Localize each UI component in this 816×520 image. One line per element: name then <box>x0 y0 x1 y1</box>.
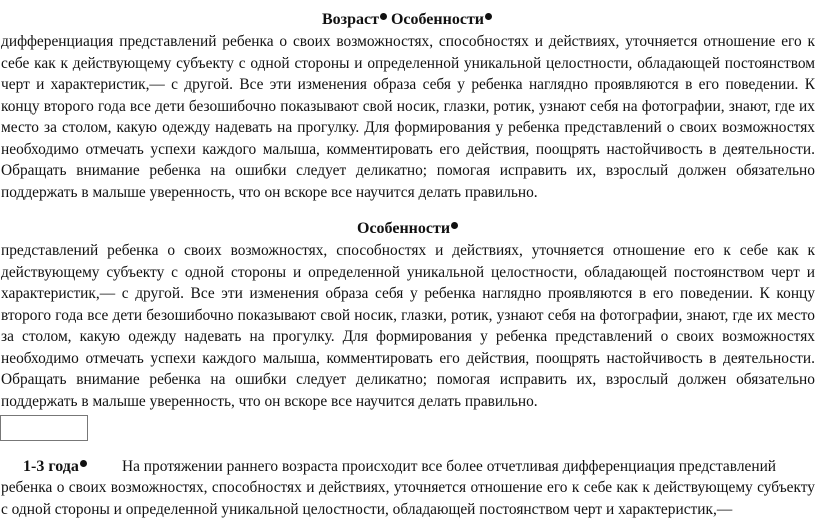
age-range-text: 1-3 года <box>23 458 79 475</box>
section2-paragraph: представлений ребенка о своих возможностях, способностях и действиях, уточняется отношение его к себе как к действующему субъекту с одной стороны и определенной уникальной целостности, обладающей постоянством черт и характеристик,— с другой. Все эти изменения образа себя у ребенка наглядно проявляются в его поведении. К концу второго года все дети безошибочно показывают свой носик, глазки, ротик, узнают себя на фотографии, знают, где их место за столом, какую одежду надевать на прогулку. Для формирования у ребенка представлений о своих возможностях необходимо отмечать успехи каждого малыша, комментировать его действия, поощрять настойчивость в деятельности. Обращать внимание ребенка на ошибки следует деликатно; помогая исправить их, взрослый должен обязательно поддержать в малыше уверенность, что он вскоре все научится делать правильно. <box>1 242 815 410</box>
section3-first-line: На протяжении раннего возраста происходит все более отчетливая дифференциация представлений <box>122 458 777 475</box>
section1-heading <box>322 10 492 30</box>
features-column-heading: Особенности <box>390 11 485 28</box>
bullet-icon <box>485 13 492 20</box>
age-column-heading: Возраст <box>322 11 379 28</box>
features-heading: Особенности <box>357 220 451 237</box>
empty-table-cell <box>0 415 88 441</box>
section3-paragraph: ребенка о своих возможностях, способностях и действиях, уточняется отношение его к себе как к действующему субъекту с одной стороны и определенной уникальной целостности, обладающей постоянством черт и характеристик,— <box>1 479 815 518</box>
bullet-icon <box>451 222 458 229</box>
age-range-label <box>23 457 87 477</box>
bullet-icon <box>380 13 387 20</box>
section1-paragraph: дифференциация представлений ребенка о своих возможностях, способностях и действиях, уточняется отношение его к себе как к действующему субъекту с одной стороны и определенной уникальной целостности, обладающей постоянством черт и характеристик,— с другой. Все эти изменения образа себя у ребенка наглядно проявляются в его поведении. К концу второго года все дети безошибочно показывают свой носик, глазки, ротик, узнают себя на фотографии, знают, где их место за столом, какую одежду надевать на прогулку. Для формирования у ребенка представлений о своих возможностях необходимо отмечать успехи каждого малыша, комментировать его действия, поощрять настойчивость в деятельности. Обращать внимание ребенка на ошибки следует деликатно; помогая исправить их, взрослый должен обязательно поддержать в малыше уверенность, что он вскоре все научится делать правильно. <box>1 33 815 201</box>
bullet-icon <box>80 460 87 467</box>
section2-heading <box>357 219 458 239</box>
